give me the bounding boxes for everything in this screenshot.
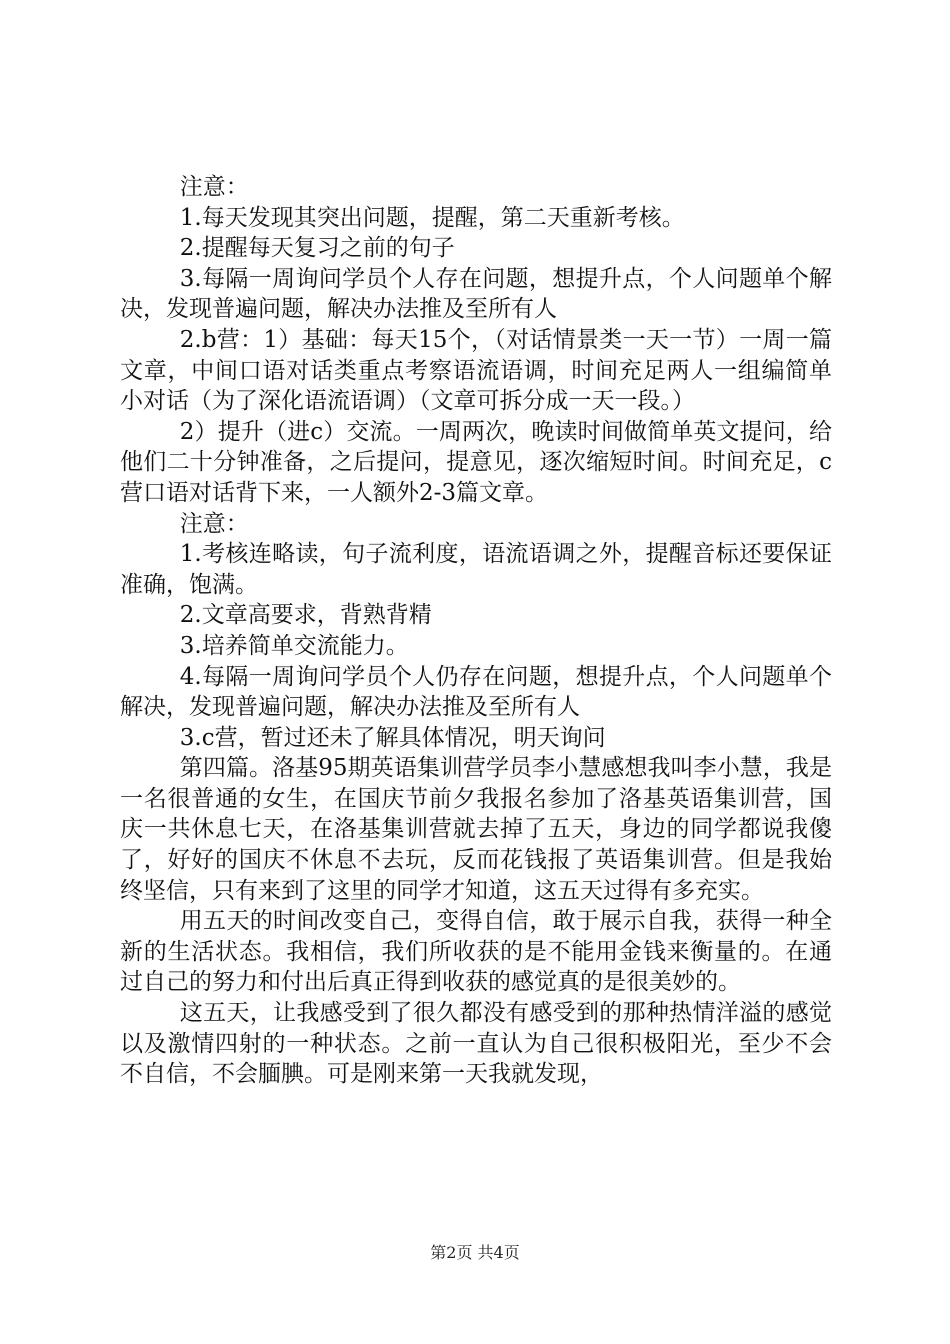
paragraph: 1.考核连略读，句子流利度，语流语调之外，提醒音标还要保证准确，饱满。 bbox=[120, 541, 832, 598]
paragraph: 2）提升（进c）交流。一周两次，晚读时间做简单英文提问，给他们二十分钟准备，之后提问，提意见，逐次缩短时间。时间充足，c营口语对话背下来，一人额外2-3篇文章。 bbox=[120, 418, 832, 506]
paragraph: 第四篇。洛基95期英语集训营学员李小慧感想我叫李小慧，我是一名很普通的女生，在国庆节前夕我报名参加了洛基英语集训营，国庆一共休息七天，在洛基集训营就去掉了五天，身边的同学都说我傻了，好好的国庆不休息不去玩，反而花钱报了英语集训营。但是我始终坚信，只有来到了这里的同学才知道，这五天过得有多充实。 bbox=[120, 755, 832, 904]
paragraph: 用五天的时间改变自己，变得自信，敢于展示自我，获得一种全新的生活状态。我相信，我们所收获的是不能用金钱来衡量的。在通过自己的努力和付出后真正得到收获的感觉真的是很美妙的。 bbox=[120, 908, 832, 996]
paragraph: 2.提醒每天复习之前的句子 bbox=[179, 235, 455, 262]
paragraph: 1.每天发现其突出问题，提醒，第二天重新考核。 bbox=[179, 204, 685, 231]
paragraph: 2.文章高要求，背熟背精 bbox=[179, 602, 432, 629]
paragraph: 3.培养简单交流能力。 bbox=[179, 632, 409, 659]
paragraph: 4.每隔一周询问学员个人仍存在问题，想提升点，个人问题单个解决，发现普遍问题，解决办法推及至所有人 bbox=[120, 663, 832, 721]
paragraph: 这五天，让我感受到了很久都没有感受到的那种热情洋溢的感觉以及激情四射的一种状态。之前一直认为自己很积极阳光，至少不会不自信，不会腼腆。可是刚来第一天我就发现， bbox=[120, 1000, 832, 1088]
paragraph: 注意： bbox=[179, 174, 249, 200]
paragraph: 3.c营，暂过还未了解具体情况，明天询问 bbox=[179, 724, 606, 751]
paragraph: 2.b营：1）基础：每天15个，（对话情景类一天一节）一周一篇文章，中间口语对话类重点考察语流语调，时间充足两人一组编简单小对话（为了深化语流语调）（文章可拆分成一天一段。） bbox=[120, 326, 832, 415]
page-footer: 第2页 共4页 bbox=[430, 1243, 520, 1262]
document-body bbox=[120, 172, 832, 1090]
paragraph: 3.每隔一周询问学员个人存在问题，想提升点，个人问题单个解决，发现普遍问题，解决办法推及至所有人 bbox=[120, 265, 832, 323]
paragraph: 注意： bbox=[179, 510, 249, 537]
